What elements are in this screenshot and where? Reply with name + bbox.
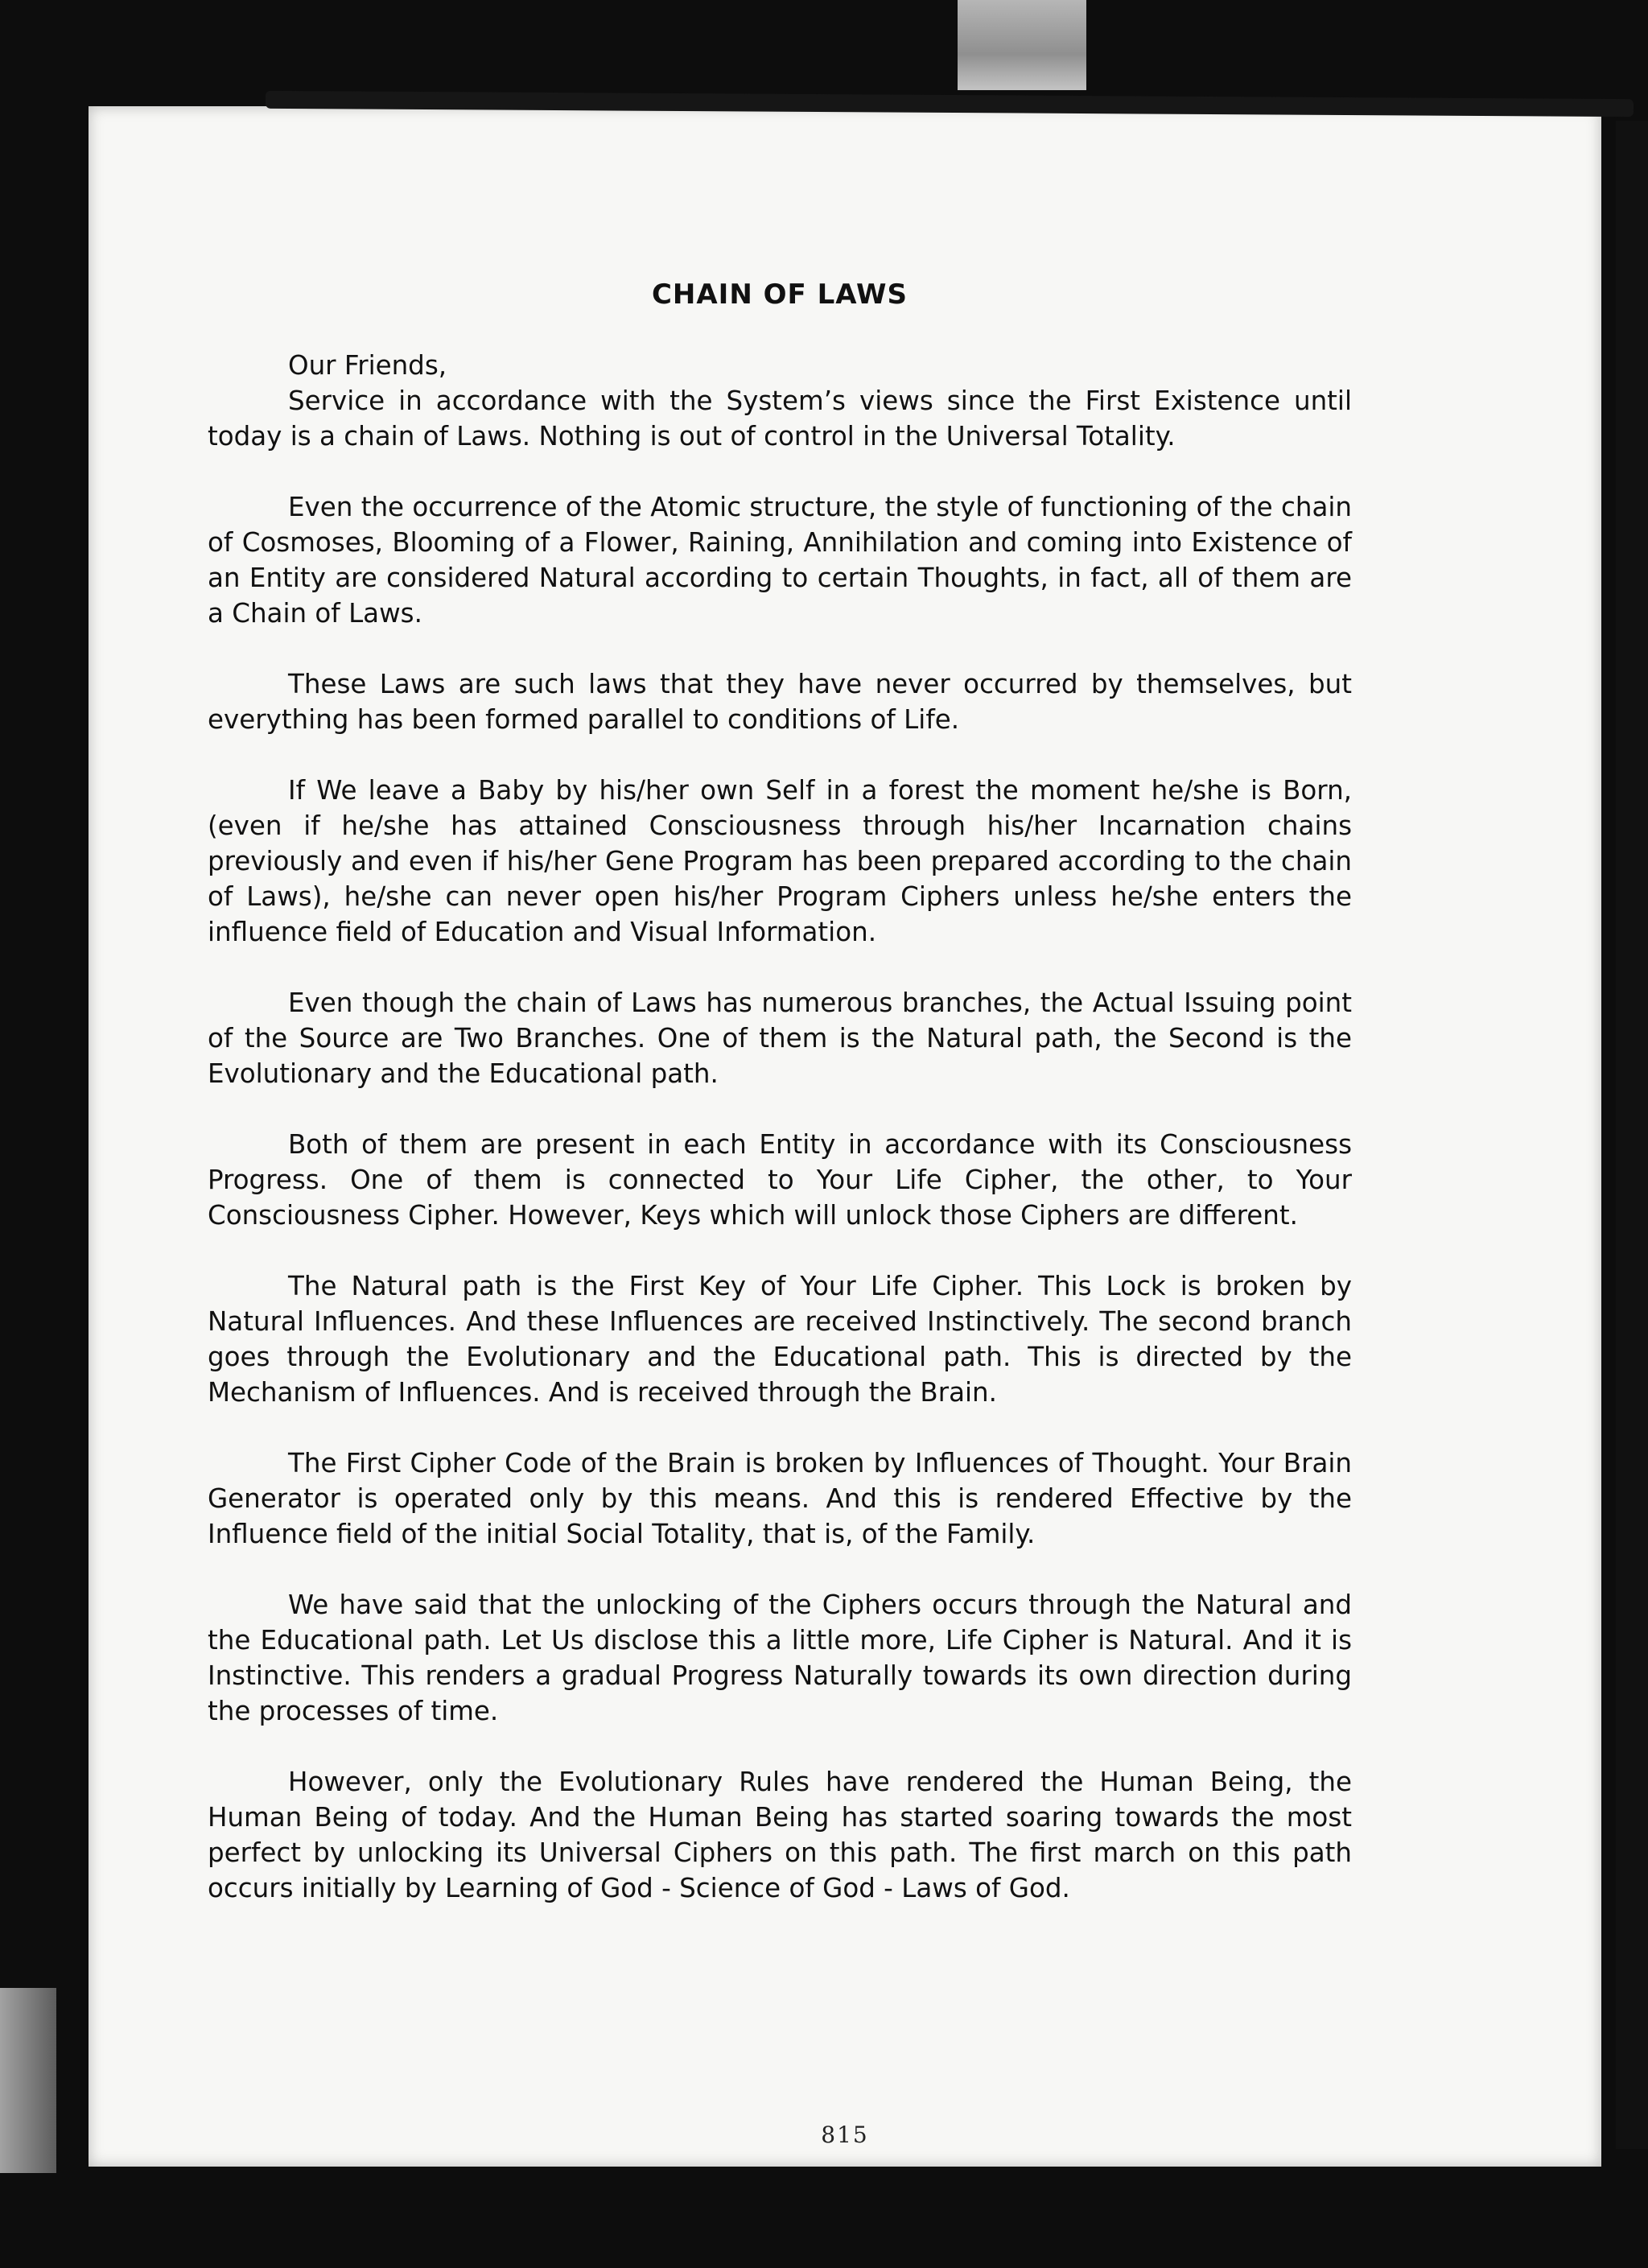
paragraph-7: The Natural path is the First Key of Your Life Cipher. This Lock is broken by Natural Influences. And these Influences are received Instinctively. The second branch goes through the Evolutionary and the Educational path. This is directed by the Mechanism of Influences. And is received through the Brain. xyxy=(208,1271,1352,1408)
paragraph-1: Service in accordance with the System’s views since the First Existence until today is a chain of Laws. Nothing is out of control in the Universal Totality. xyxy=(208,386,1352,452)
greeting: Our Friends, xyxy=(288,350,447,381)
page-number: 815 xyxy=(821,2122,869,2148)
paragraph-10: However, only the Evolutionary Rules have rendered the Human Being, the Human Being of today. And the Human Being has started soaring towards the most perfect by unlocking its Universal Ciphers on this path. The first march on this path occurs initially by Learning of God - Science of God - Laws of God. xyxy=(208,1767,1352,1903)
scan-smudge-top xyxy=(958,0,1086,90)
paragraph-2: Even the occurrence of the Atomic structure, the style of functioning of the chain of Cosmoses, Blooming of a Flower, Raining, Annihilation and coming into Existence of an Entity are considered Natural according to certain Thoughts, in fact, all of them are a Chain of Laws. xyxy=(208,492,1352,629)
paragraph-8: The First Cipher Code of the Brain is broken by Influences of Thought. Your Brain Generator is operated only by this means. And this is rendered Effective by the Influence field of the initial Social Totality, that is, of the Family. xyxy=(208,1448,1352,1549)
paragraph-9: We have said that the unlocking of the Ciphers occurs through the Natural and the Educational path. Let Us disclose this a little more, Life Cipher is Natural. And it is Instinctive. This renders a gradual Progress Naturally towards its own direction during the processes of time. xyxy=(208,1590,1352,1726)
paragraph-3: These Laws are such laws that they have never occurred by themselves, but everything has been formed parallel to conditions of Life. xyxy=(208,669,1352,735)
paragraph-4: If We leave a Baby by his/her own Self in a forest the moment he/she is Born, (even if he/she has attained Consciousness through his/her Incarnation chains previously and even if his/her Gene Program has been prepared according to the chain of Laws), he/she can never open his/her Program Ciphers unless he/she enters the influence field of Education and Visual Information. xyxy=(208,775,1352,947)
page-content xyxy=(208,277,1352,1941)
scan-edge-right xyxy=(1616,121,1648,2149)
paragraph-6: Both of them are present in each Entity in accordance with its Consciousness Progress. One of them is connected to Your Life Cipher, the other, to Your Consciousness Cipher. However, Keys which will unlock those Ciphers are different. xyxy=(208,1129,1352,1231)
paragraph-5: Even though the chain of Laws has numerous branches, the Actual Issuing point of the Source are Two Branches. One of them is the Natural path, the Second is the Evolutionary and the Educational path. xyxy=(208,988,1352,1089)
page-title: CHAIN OF LAWS xyxy=(651,278,908,311)
scan-smudge-left xyxy=(0,1988,56,2173)
